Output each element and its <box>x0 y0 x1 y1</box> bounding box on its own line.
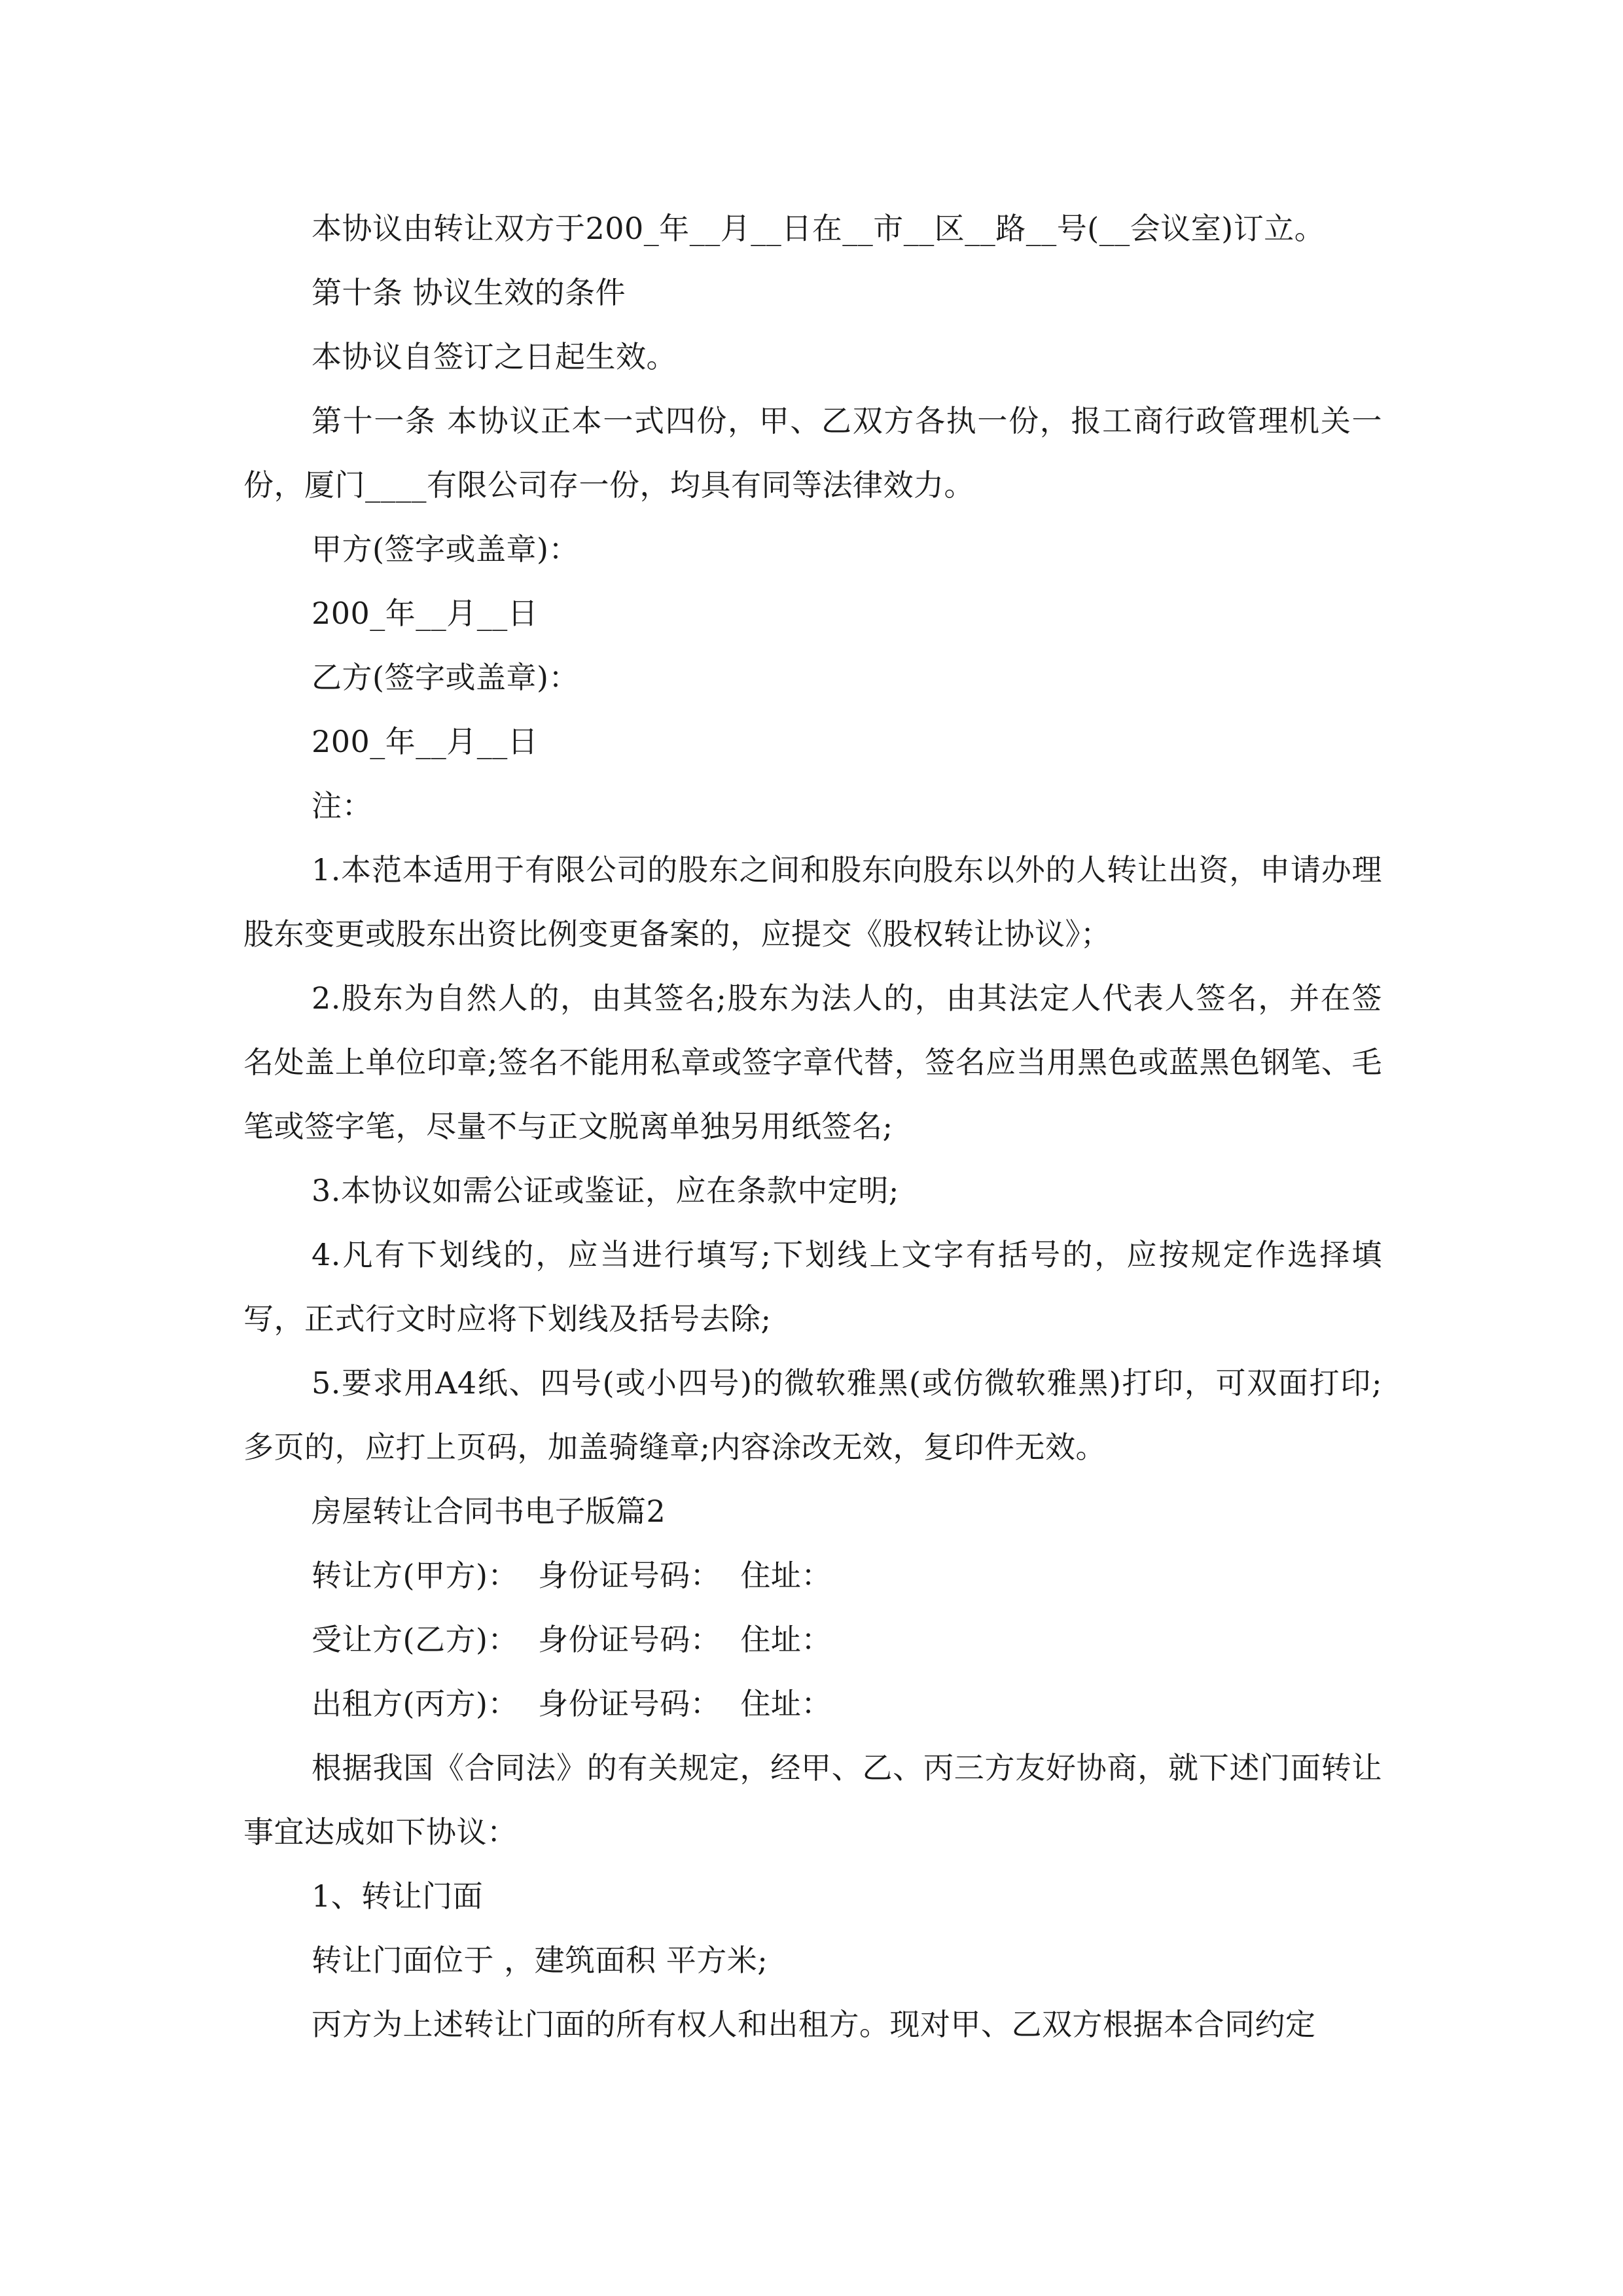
paragraph-clause-1-heading: 1、转让门面 <box>312 1878 484 1914</box>
paragraph-party-a-signature: 甲方(签字或盖章)： <box>312 531 579 567</box>
paragraph-section-title-2: 房屋转让合同书电子版篇2 <box>312 1494 666 1529</box>
paragraph-note-5: 5.要求用A4纸、四号(或小四号)的微软雅黑(或仿微软雅黑)打印，可双面打印;多页的，应打上页码，加盖骑缝章;内容涂改无效，复印件无效。 <box>243 1365 1382 1465</box>
paragraph-transferee: 受让方(乙方)： 身份证号码： 住址： <box>312 1622 832 1657</box>
paragraph-transferor: 转让方(甲方)： 身份证号码： 住址： <box>312 1558 832 1593</box>
paragraph-note-2: 2.股东为自然人的，由其签名;股东为法人的，由其法定人代表人签名，并在签名处盖上单位印章;签名不能用私章或签字章代替，签名应当用黑色或蓝黑色钢笔、毛笔或签字笔，尽量不与正文脱离单独另用纸签名; <box>243 980 1382 1144</box>
paragraph-article-11: 第十一条 本协议正本一式四份，甲、乙双方各执一份，报工商行政管理机关一份，厦门____有限公司存一份，均具有同等法律效力。 <box>243 403 1382 503</box>
paragraph-storefront-location: 转让门面位于 ，建筑面积 平方米; <box>312 1943 768 1978</box>
paragraph-signing-place: 本协议由转让双方于200_年__月__日在__市__区__路__号(__会议室)订立。 <box>312 211 1325 246</box>
document-body <box>243 196 1382 2056</box>
paragraph-party-b-signature: 乙方(签字或盖章)： <box>312 660 579 695</box>
paragraph-lessor-statement: 丙方为上述转让门面的所有权人和出租方。现对甲、乙双方根据本合同约定 <box>312 2007 1316 2042</box>
paragraph-party-a-date: 200_年__月__日 <box>312 596 539 631</box>
paragraph-note-1: 1.本范本适用于有限公司的股东之间和股东向股东以外的人转让出资，申请办理股东变更或股东出资比例变更备案的，应提交《股权转让协议》； <box>243 852 1382 952</box>
paragraph-preamble: 根据我国《合同法》的有关规定，经甲、乙、丙三方友好协商，就下述门面转让事宜达成如下协议： <box>243 1750 1382 1850</box>
paragraph-notes-heading: 注： <box>312 788 372 823</box>
paragraph-note-4: 4.凡有下划线的，应当进行填写;下划线上文字有括号的，应按规定作选择填写，正式行文时应将下划线及括号去除; <box>243 1237 1382 1336</box>
paragraph-article-10-heading: 第十条 协议生效的条件 <box>312 275 626 310</box>
paragraph-lessor: 出租方(丙方)： 身份证号码： 住址： <box>312 1686 832 1721</box>
paragraph-note-3: 3.本协议如需公证或鉴证，应在条款中定明; <box>312 1173 899 1208</box>
paragraph-effective-date: 本协议自签订之日起生效。 <box>312 339 677 374</box>
paragraph-party-b-date: 200_年__月__日 <box>312 724 539 759</box>
